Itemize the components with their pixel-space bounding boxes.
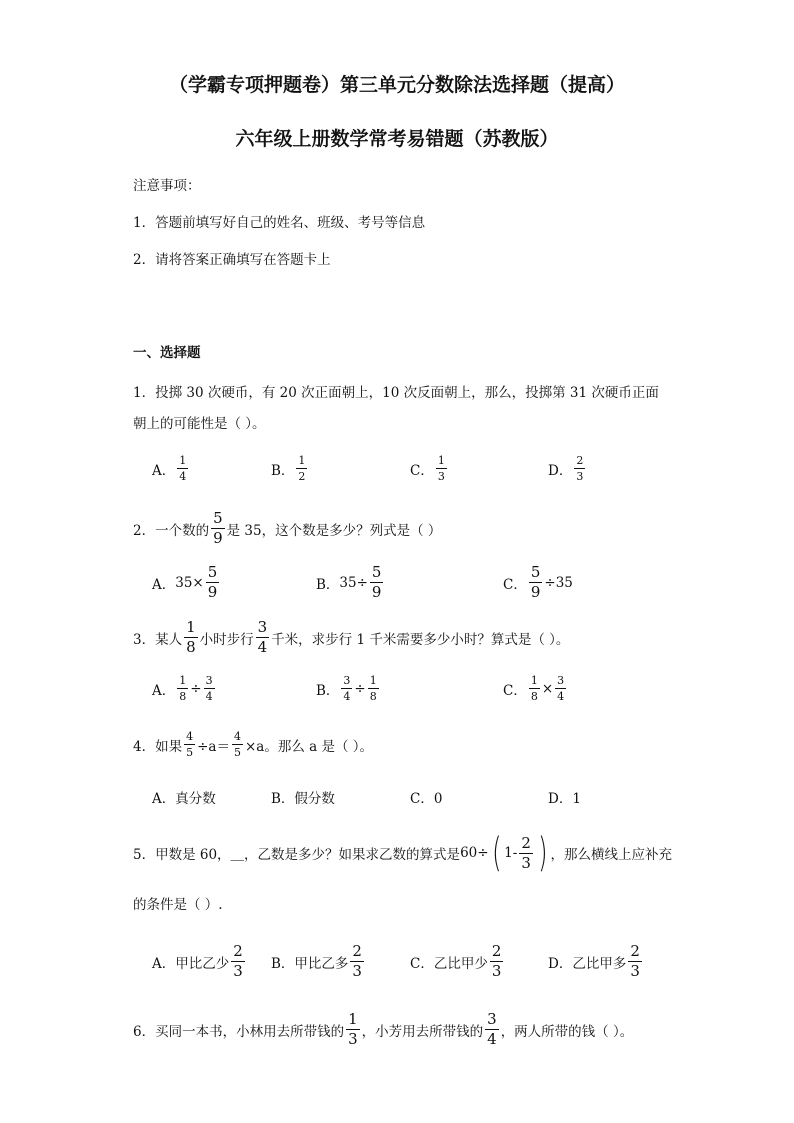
document-subtitle: 六年级上册数学常考易错题（苏教版） — [235, 128, 559, 150]
fraction: $\frac{1}{8}$ — [369, 674, 377, 703]
fraction: $\frac{4}{5}$ — [233, 730, 241, 759]
fraction: $\frac{3}{4}$ — [487, 1010, 497, 1048]
question-3-option-b: B． $\frac{3}{4}$ ÷ $\frac{1}{8}$ — [316, 674, 377, 703]
fraction: $\frac{2}{3}$ — [521, 833, 531, 872]
section-heading-choice: 一、选择题 — [133, 345, 201, 361]
fraction: $\frac{3}{4}$ — [205, 674, 213, 703]
fraction: $\frac{5}{9}$ — [213, 509, 223, 547]
question-1-line-1: 1．投掷 30 次硬币，有 20 次正面朝上，10 次反面朝上，那么，投掷第 31 次硬币正面 — [133, 385, 659, 401]
question-5-option-c: C．乙比甲少 $\frac{2}{3}$ — [410, 942, 502, 980]
fraction: $\frac{1}{2}$ — [298, 454, 306, 483]
document-title: （学霸专项押题卷）第三单元分数除法选择题（提高） — [168, 74, 625, 96]
question-2-option-b: B． 35÷ $\frac{5}{9}$ — [316, 563, 382, 601]
question-5-option-b: B．甲比乙多 $\frac{2}{3}$ — [271, 942, 362, 980]
fraction: $\frac{3}{4}$ — [257, 618, 268, 656]
fraction: $\frac{1}{8}$ — [530, 674, 538, 703]
fraction: $\frac{1}{3}$ — [348, 1010, 358, 1048]
question-5-option-d: D．乙比甲多 $\frac{2}{3}$ — [548, 942, 640, 980]
question-2-option-a: A． 35× $\frac{5}{9}$ — [152, 563, 218, 601]
fraction: $\frac{4}{5}$ — [186, 730, 194, 759]
question-5-line-1: 5．甲数是 60，＿，乙数是多少？如果求乙数的算式是 60÷ ( 1- $\frac{2}{3}$ ) ，那么横线上应补充 — [133, 830, 672, 876]
left-paren: ( — [491, 830, 502, 876]
fraction: $\frac{5}{9}$ — [207, 563, 218, 601]
right-paren: ) — [537, 830, 548, 876]
fraction: $\frac{1}{3}$ — [437, 454, 445, 483]
fraction: $\frac{1}{8}$ — [186, 618, 196, 656]
question-1-option-b: B． $\frac{1}{2}$ — [271, 454, 306, 483]
fraction: $\frac{3}{4}$ — [343, 674, 351, 703]
question-2-option-c: C． $\frac{5}{9}$ ÷35 — [503, 563, 573, 601]
question-4-option-c: C．0 — [410, 791, 443, 807]
fraction: $\frac{5}{9}$ — [371, 563, 382, 601]
question-5-option-a: A．甲比乙少 $\frac{2}{3}$ — [152, 942, 243, 980]
question-3-option-c: C． $\frac{1}{8}$ × $\frac{3}{4}$ — [503, 674, 565, 703]
question-1-option-c: C． $\frac{1}{3}$ — [410, 454, 445, 483]
question-2-stem: 2．一个数的 $\frac{5}{9}$ 是 35，这个数是多少？列式是（ ） — [133, 509, 442, 547]
question-3-stem: 3．某人 $\frac{1}{8}$ 小时步行 $\frac{3}{4}$ 千米，求步行 1 千米需要多少小时？算式是（ ）。 — [133, 618, 570, 656]
notes-item-2: 2．请将答案正确填写在答题卡上 — [133, 252, 331, 268]
question-1-line-2: 朝上的可能性是（ ）。 — [133, 416, 266, 432]
fraction: $\frac{1}{8}$ — [179, 674, 187, 703]
question-6-stem: 6．买同一本书，小林用去所带钱的 $\frac{1}{3}$ ，小芳用去所带钱的 $\frac{3}{4}$ ，两人所带的钱（ ）。 — [133, 1010, 634, 1048]
question-3-option-a: A． $\frac{1}{8}$ ÷ $\frac{3}{4}$ — [152, 674, 213, 703]
fraction: $\frac{2}{3}$ — [630, 942, 640, 980]
question-4-option-a: A．真分数 — [152, 791, 216, 807]
fraction: $\frac{2}{3}$ — [352, 942, 362, 980]
question-1-option-d: D． $\frac{2}{3}$ — [548, 454, 584, 483]
fraction: $\frac{1}{4}$ — [179, 454, 187, 483]
question-4-option-b: B．假分数 — [271, 791, 335, 807]
question-5-line-2: 的条件是（ ）. — [133, 897, 223, 913]
fraction: $\frac{2}{3}$ — [491, 942, 502, 980]
question-4-stem: 4．如果 $\frac{4}{5}$ ÷a＝ $\frac{4}{5}$ ×a。那么 a 是（ ）。 — [133, 730, 374, 759]
fraction: $\frac{3}{4}$ — [557, 674, 565, 703]
fraction: $\frac{2}{3}$ — [576, 454, 584, 483]
notes-heading: 注意事项： — [133, 178, 201, 194]
fraction: $\frac{5}{9}$ — [530, 563, 541, 601]
fraction: $\frac{2}{3}$ — [233, 942, 243, 980]
question-1-option-a: A． $\frac{1}{4}$ — [152, 454, 187, 483]
notes-item-1: 1．答题前填写好自己的姓名、班级、考号等信息 — [133, 215, 426, 231]
question-4-option-d: D．1 — [548, 791, 581, 807]
